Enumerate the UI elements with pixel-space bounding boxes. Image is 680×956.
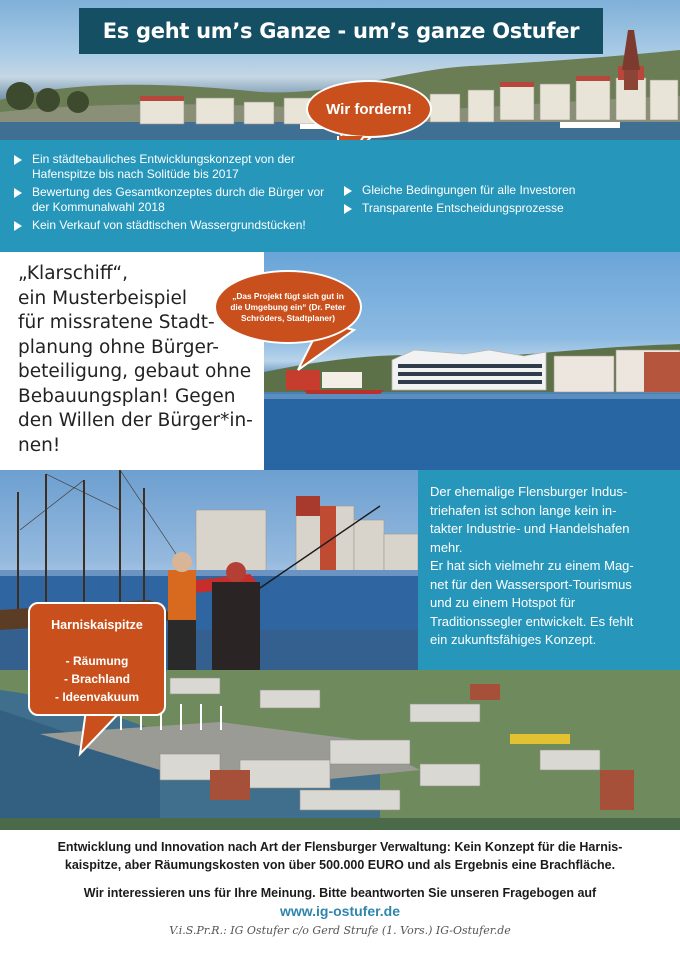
bullet-triangle-icon xyxy=(14,221,22,231)
bullet-triangle-icon xyxy=(14,155,22,165)
harnis-title: Harniskaispitze xyxy=(51,618,143,632)
demand-bubble xyxy=(306,80,432,138)
page-title-text: Es geht um’s Ganze - um’s ganze Ostufer xyxy=(102,19,580,43)
harbor-text-panel xyxy=(418,470,680,670)
harnis-item: - Räumung xyxy=(65,654,129,668)
imprint: V.i.S.Pr.R.: IG Ostufer c/o Gerd Strufe (1. Vors.) IG-Ostufer.de xyxy=(169,924,511,937)
demand-item: Ein städtebauliches Entwicklungskonzept von der Hafenspitze bis nach Solitüde bis 2017 xyxy=(12,152,342,182)
bullet-triangle-icon xyxy=(344,204,352,214)
klarschiff-text-panel xyxy=(0,252,264,470)
demands-band xyxy=(0,140,680,252)
footer-statement: Entwicklung und Innovation nach Art der Flensburger Verwaltung: Kein Konzept für die Harnis- kaispitze, aber Räumungskosten von über 500.000 EURO und als Ergebnis eine Brachfläche. xyxy=(57,840,623,872)
harnis-item: - Ideenvakuum xyxy=(54,690,140,704)
harnis-bubble-tail xyxy=(80,710,140,780)
bullet-triangle-icon xyxy=(14,188,22,198)
bullet-triangle-icon xyxy=(344,186,352,196)
page-title xyxy=(79,8,603,54)
hero-photo xyxy=(0,0,680,140)
demands-list-left xyxy=(12,152,342,236)
footer xyxy=(0,830,680,956)
harnis-bubble xyxy=(28,602,166,716)
demand-bubble-text: Wir fordern! xyxy=(326,100,412,118)
footer-survey-request: Wir interessieren uns für Ihre Meinung. Bitte beantworten Sie unseren Fragebogen auf xyxy=(83,886,597,900)
klarschiff-photo xyxy=(230,252,680,470)
website-link[interactable]: www.ig-ostufer.de xyxy=(279,903,401,919)
demand-item: Gleiche Bedingungen für alle Investoren xyxy=(342,183,662,198)
klarschiff-text: „Klarschiff“, ein Musterbeispiel für missratene Stadt- planung ohne Bürger- beteiligung, gebaut ohne Bebauungsplan! Gegen den Willen der Bürger*in- nen! xyxy=(18,263,253,456)
harbor-text: Der ehemalige Flensburger Indus- triehafen ist schon lange kein in- takter Industrie- und Handelshafen mehr. Er hat sich vielmehr zu einem Mag- net für den Wassersport-Tourismus und zu einem Hotspot für Traditionssegler entwickelt. Es fehlt ein zukunftsfähiges Konzept. xyxy=(430,484,634,647)
demands-list-right xyxy=(342,183,662,219)
quote-bubble xyxy=(214,270,362,344)
demand-item: Transparente Entscheidungsprozesse xyxy=(342,201,662,216)
demand-item: Bewertung des Gesamtkonzeptes durch die Bürger vor der Kommunalwahl 2018 xyxy=(12,185,342,215)
demand-item: Kein Verkauf von städtischen Wassergrundstücken! xyxy=(12,218,342,233)
harnis-item: - Brachland xyxy=(63,672,130,686)
quote-bubble-text: „Das Projekt fügt sich gut in die Umgebung ein“ (Dr. Peter Schröders, Stadtplaner) xyxy=(230,290,346,323)
